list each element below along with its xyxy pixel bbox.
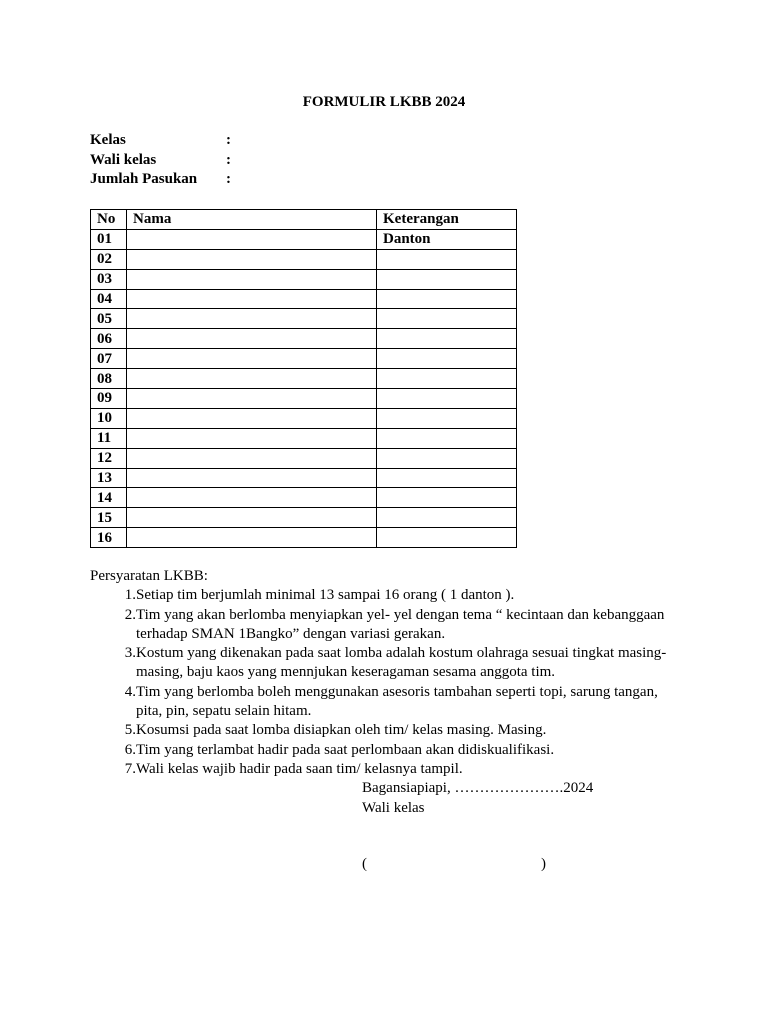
requirement-number bbox=[90, 606, 136, 645]
cell-nama bbox=[127, 369, 377, 389]
requirement-text: Kostum yang dikenakan pada saat lomba adalah kostum olahraga sesuai tingkat masing-masing, baju kaos yang mennjukan keseragaman sesama anggota tim. bbox=[136, 645, 667, 681]
requirement-item bbox=[90, 721, 690, 740]
requirement-number-text: 3. bbox=[124, 645, 136, 662]
cell-nama bbox=[127, 309, 377, 329]
cell-nama bbox=[127, 408, 377, 428]
requirement-item bbox=[90, 644, 690, 683]
table-row bbox=[91, 309, 517, 329]
requirement-text: Setiap tim berjumlah minimal 13 sampai 16 orang ( 1 danton ). bbox=[136, 587, 515, 604]
requirement-number bbox=[90, 586, 136, 605]
cell-keterangan bbox=[377, 468, 517, 488]
page-title: FORMULIR LKBB 2024 bbox=[302, 94, 466, 110]
table-row bbox=[91, 528, 517, 548]
cell-no: 01 bbox=[91, 229, 127, 249]
requirement-text: Tim yang akan berlomba menyiapkan yel- yel dengan tema “ kecintaan dan kebanggaan terhadap SMAN 1Bangko” dengan variasi gerakan. bbox=[136, 606, 665, 642]
signature-paren-close: ) bbox=[541, 856, 546, 872]
table-row bbox=[91, 408, 517, 428]
requirement-number-text: 1. bbox=[124, 587, 136, 604]
cell-nama bbox=[127, 389, 377, 409]
cell-keterangan bbox=[377, 408, 517, 428]
cell-keterangan bbox=[377, 329, 517, 349]
table-row bbox=[91, 468, 517, 488]
cell-keterangan bbox=[377, 428, 517, 448]
field-label: Jumlah Pasukan bbox=[90, 171, 198, 187]
header-nama: Nama bbox=[127, 210, 377, 230]
cell-keterangan bbox=[377, 289, 517, 309]
requirement-item bbox=[90, 586, 690, 605]
cell-no: 06 bbox=[91, 329, 127, 349]
requirement-text: Kosumsi pada saat lomba disiapkan oleh tim/ kelas masing. Masing. bbox=[136, 722, 547, 739]
signature-place-date: Bagansiapiapi, ………………….2024 bbox=[362, 780, 594, 796]
signature-paren-open: ( bbox=[362, 856, 367, 872]
requirement-item bbox=[90, 741, 690, 760]
requirement-item bbox=[90, 606, 690, 645]
cell-no: 08 bbox=[91, 369, 127, 389]
member-table bbox=[90, 209, 517, 548]
requirement-number bbox=[90, 741, 136, 760]
cell-no: 12 bbox=[91, 448, 127, 468]
cell-nama bbox=[127, 468, 377, 488]
requirement-number bbox=[90, 721, 136, 740]
cell-no: 15 bbox=[91, 508, 127, 528]
requirements-list bbox=[90, 586, 690, 779]
table-row bbox=[91, 389, 517, 409]
requirement-number bbox=[90, 683, 136, 722]
cell-nama bbox=[127, 528, 377, 548]
table-row bbox=[91, 249, 517, 269]
cell-nama bbox=[127, 508, 377, 528]
cell-keterangan bbox=[377, 389, 517, 409]
requirements-heading: Persyaratan LKBB: bbox=[90, 568, 208, 584]
cell-no: 10 bbox=[91, 408, 127, 428]
field-jumlah-pasukan bbox=[90, 170, 236, 190]
requirement-text: Tim yang berlomba boleh menggunakan asesoris tambahan seperti topi, sarung tangan, pita, pin, sepatu selain hitam. bbox=[136, 683, 658, 720]
cell-nama bbox=[127, 329, 377, 349]
cell-nama bbox=[127, 249, 377, 269]
requirement-text: Wali kelas wajib hadir pada saan tim/ kelasnya tampil. bbox=[136, 760, 463, 777]
cell-nama bbox=[127, 289, 377, 309]
cell-nama bbox=[127, 428, 377, 448]
requirement-number-text: 6. bbox=[124, 741, 136, 758]
cell-no: 07 bbox=[91, 349, 127, 369]
table-row bbox=[91, 349, 517, 369]
requirement-number bbox=[90, 760, 136, 779]
field-label: Kelas bbox=[90, 132, 126, 148]
table-row bbox=[91, 428, 517, 448]
requirement-number-text: 5. bbox=[124, 722, 136, 739]
table-header-row bbox=[91, 210, 517, 230]
table-row bbox=[91, 269, 517, 289]
cell-no: 09 bbox=[91, 389, 127, 409]
cell-no: 05 bbox=[91, 309, 127, 329]
cell-keterangan bbox=[377, 508, 517, 528]
cell-no: 02 bbox=[91, 249, 127, 269]
cell-keterangan: Danton bbox=[377, 229, 517, 249]
cell-no: 03 bbox=[91, 269, 127, 289]
cell-keterangan bbox=[377, 249, 517, 269]
table-row bbox=[91, 508, 517, 528]
cell-nama bbox=[127, 488, 377, 508]
field-colon: : bbox=[226, 151, 231, 168]
cell-nama bbox=[127, 229, 377, 249]
cell-keterangan bbox=[377, 269, 517, 289]
requirements-section bbox=[90, 567, 690, 779]
requirement-number-text: 2. bbox=[124, 606, 136, 623]
requirement-number-text: 7. bbox=[124, 760, 136, 777]
cell-no: 04 bbox=[91, 289, 127, 309]
requirement-text: Tim yang terlambat hadir pada saat perlombaan akan didiskualifikasi. bbox=[136, 741, 555, 758]
cell-no: 14 bbox=[91, 488, 127, 508]
cell-nama bbox=[127, 349, 377, 369]
field-label: Wali kelas bbox=[90, 151, 157, 168]
field-colon: : bbox=[226, 171, 231, 187]
table-row bbox=[91, 329, 517, 349]
field-colon: : bbox=[226, 132, 231, 148]
cell-nama bbox=[127, 448, 377, 468]
cell-keterangan bbox=[377, 528, 517, 548]
requirement-item bbox=[90, 760, 690, 779]
cell-keterangan bbox=[377, 309, 517, 329]
table-body bbox=[91, 229, 517, 547]
table-row bbox=[91, 229, 517, 249]
table-row bbox=[91, 448, 517, 468]
table-row bbox=[91, 488, 517, 508]
cell-keterangan bbox=[377, 448, 517, 468]
cell-nama bbox=[127, 269, 377, 289]
cell-keterangan bbox=[377, 349, 517, 369]
cell-no: 13 bbox=[91, 468, 127, 488]
table-row bbox=[91, 289, 517, 309]
signature-role: Wali kelas bbox=[362, 800, 425, 816]
cell-keterangan bbox=[377, 488, 517, 508]
requirement-number-text: 4. bbox=[124, 683, 136, 700]
header-keterangan: Keterangan bbox=[377, 210, 517, 230]
signature-block bbox=[362, 778, 593, 818]
field-kelas bbox=[90, 131, 236, 151]
requirement-number bbox=[90, 644, 136, 683]
requirement-item bbox=[90, 683, 690, 722]
form-fields bbox=[90, 131, 236, 190]
cell-no: 11 bbox=[91, 428, 127, 448]
table-row bbox=[91, 369, 517, 389]
header-no: No bbox=[91, 210, 127, 230]
field-wali-kelas bbox=[90, 151, 236, 171]
cell-no: 16 bbox=[91, 528, 127, 548]
cell-keterangan bbox=[377, 369, 517, 389]
